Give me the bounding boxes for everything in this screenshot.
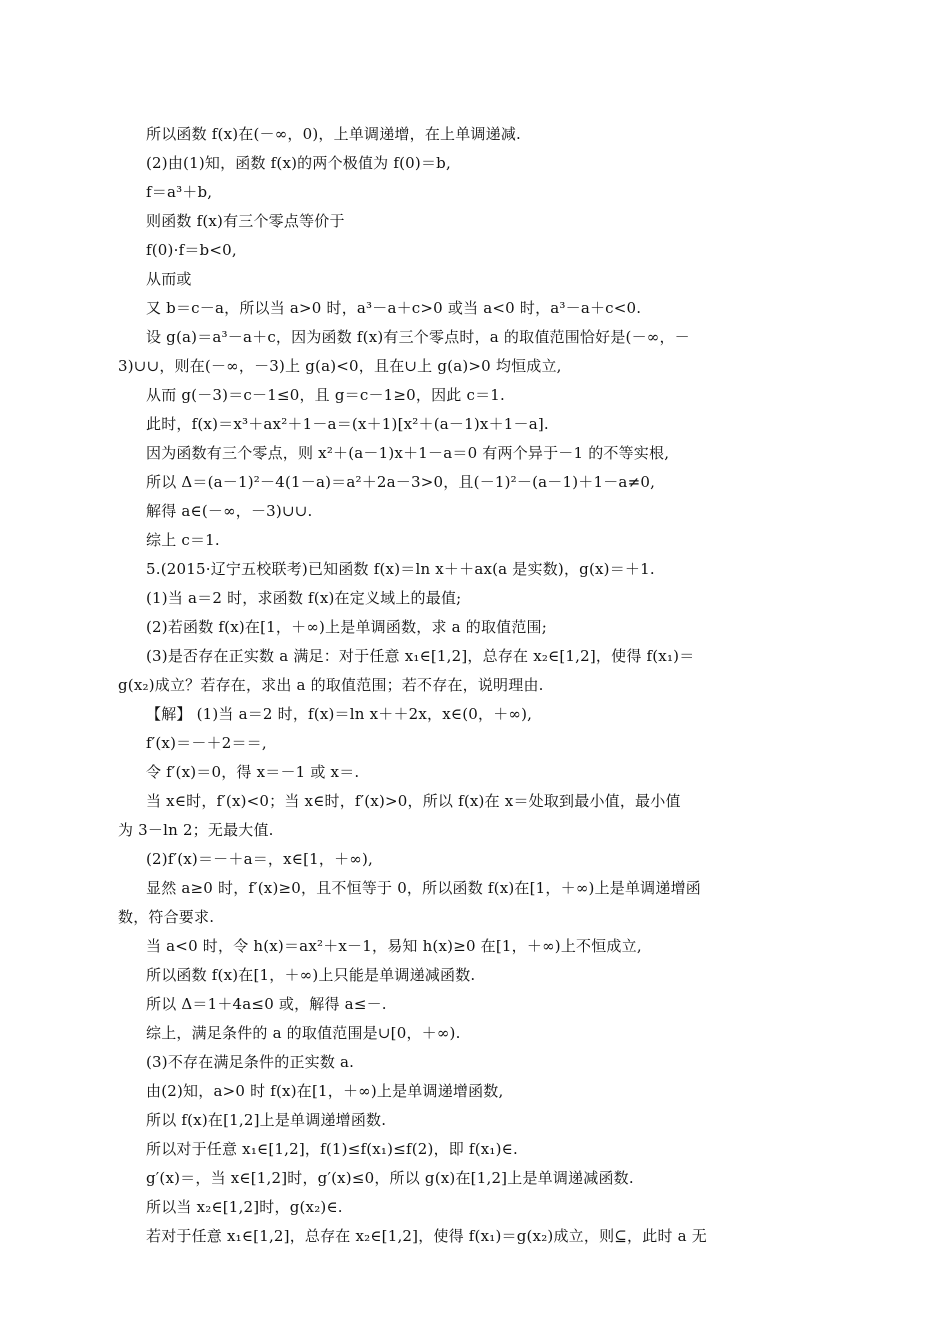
text-line: 显然 a≥0 时，f′(x)≥0，且不恒等于 0，所以函数 f(x)在[1，＋∞)上是单调递增函 [146, 879, 701, 897]
text-line: 为 3－ln 2；无最大值. [118, 821, 274, 839]
text-line: 当 x∈时，f′(x)<0；当 x∈时，f′(x)>0，所以 f(x)在 x＝处取到最小值，最小值 [146, 792, 681, 810]
text-line: 若对于任意 x₁∈[1,2]，总存在 x₂∈[1,2]，使得 f(x₁)＝g(x₂)成立，则⊆，此时 a 无 [146, 1227, 707, 1245]
text-line: (2)若函数 f(x)在[1，＋∞)上是单调函数，求 a 的取值范围; [146, 618, 548, 636]
text-line: f＝a³＋b, [146, 183, 213, 201]
text-line: 所以对于任意 x₁∈[1,2]，f(1)≤f(x₁)≤f(2)，即 f(x₁)∈. [146, 1140, 518, 1158]
text-line: 当 a<0 时，令 h(x)＝ax²＋x－1，易知 h(x)≥0 在[1，＋∞)上不恒成立, [146, 937, 642, 955]
text-line: 5.(2015·辽宁五校联考)已知函数 f(x)＝ln x＋＋ax(a 是实数)，g(x)＝＋1. [146, 560, 655, 578]
text-line: (3)不存在满足条件的正实数 a. [146, 1053, 355, 1071]
text-line: (3)是否存在正实数 a 满足：对于任意 x₁∈[1,2]，总存在 x₂∈[1,2]，使得 f(x₁)＝ [146, 647, 695, 665]
text-line: (2)由(1)知，函数 f(x)的两个极值为 f(0)＝b, [146, 154, 451, 172]
text-line: 所以 Δ＝1＋4a≤0 或，解得 a≤－. [146, 995, 387, 1013]
text-line: 3)∪∪，则在(－∞，－3)上 g(a)<0，且在∪上 g(a)>0 均恒成立, [118, 357, 562, 375]
text-line: 【解】 (1)当 a＝2 时，f(x)＝ln x＋＋2x，x∈(0，＋∞), [146, 705, 533, 723]
text-line: 此时，f(x)＝x³＋ax²＋1－a＝(x＋1)[x²＋(a－1)x＋1－a]. [146, 415, 549, 433]
text-line: 所以函数 f(x)在(－∞，0)，上单调递增，在上单调递减. [146, 125, 521, 143]
text-line: 所以当 x₂∈[1,2]时，g(x₂)∈. [146, 1198, 343, 1216]
text-line: 数，符合要求. [118, 908, 215, 926]
text-line: 则函数 f(x)有三个零点等价于 [146, 212, 345, 230]
text-line: 设 g(a)＝a³－a＋c，因为函数 f(x)有三个零点时，a 的取值范围恰好是(－∞，－ [146, 328, 690, 346]
text-line: (1)当 a＝2 时，求函数 f(x)在定义域上的最值; [146, 589, 462, 607]
text-line: (2)f′(x)＝－＋a＝，x∈[1，＋∞), [146, 850, 373, 868]
text-line: 又 b＝c－a，所以当 a>0 时，a³－a＋c>0 或当 a<0 时，a³－a＋c<0. [146, 299, 642, 317]
text-line: f′(x)＝－＋2＝＝, [146, 734, 267, 752]
text-line: 从而 g(－3)＝c－1≤0，且 g＝c－1≥0，因此 c＝1. [146, 386, 505, 404]
text-line: 综上 c＝1. [146, 531, 220, 549]
text-line: 由(2)知，a>0 时 f(x)在[1，＋∞)上是单调递增函数, [146, 1082, 504, 1100]
text-line: 所以 Δ＝(a－1)²－4(1－a)＝a²＋2a－3>0，且(－1)²－(a－1)＋1－a≠0, [146, 473, 656, 491]
text-line: f(0)·f＝b<0, [146, 241, 237, 259]
text-line: 从而或 [146, 270, 192, 288]
text-line: 所以 f(x)在[1,2]上是单调递增函数. [146, 1111, 387, 1129]
text-line: 因为函数有三个零点，则 x²＋(a－1)x＋1－a＝0 有两个异于－1 的不等实根, [146, 444, 670, 462]
text-line: g′(x)＝，当 x∈[1,2]时，g′(x)≤0，所以 g(x)在[1,2]上是单调递减函数. [146, 1169, 634, 1187]
text-line: 解得 a∈(－∞，－3)∪∪. [146, 502, 313, 520]
text-line: g(x₂)成立？若存在，求出 a 的取值范围；若不存在，说明理由. [118, 676, 544, 694]
text-line: 令 f′(x)＝0，得 x＝－1 或 x＝. [146, 763, 360, 781]
text-line: 综上，满足条件的 a 的取值范围是∪[0，＋∞). [146, 1024, 461, 1042]
text-line: 所以函数 f(x)在[1，＋∞)上只能是单调递减函数. [146, 966, 476, 984]
